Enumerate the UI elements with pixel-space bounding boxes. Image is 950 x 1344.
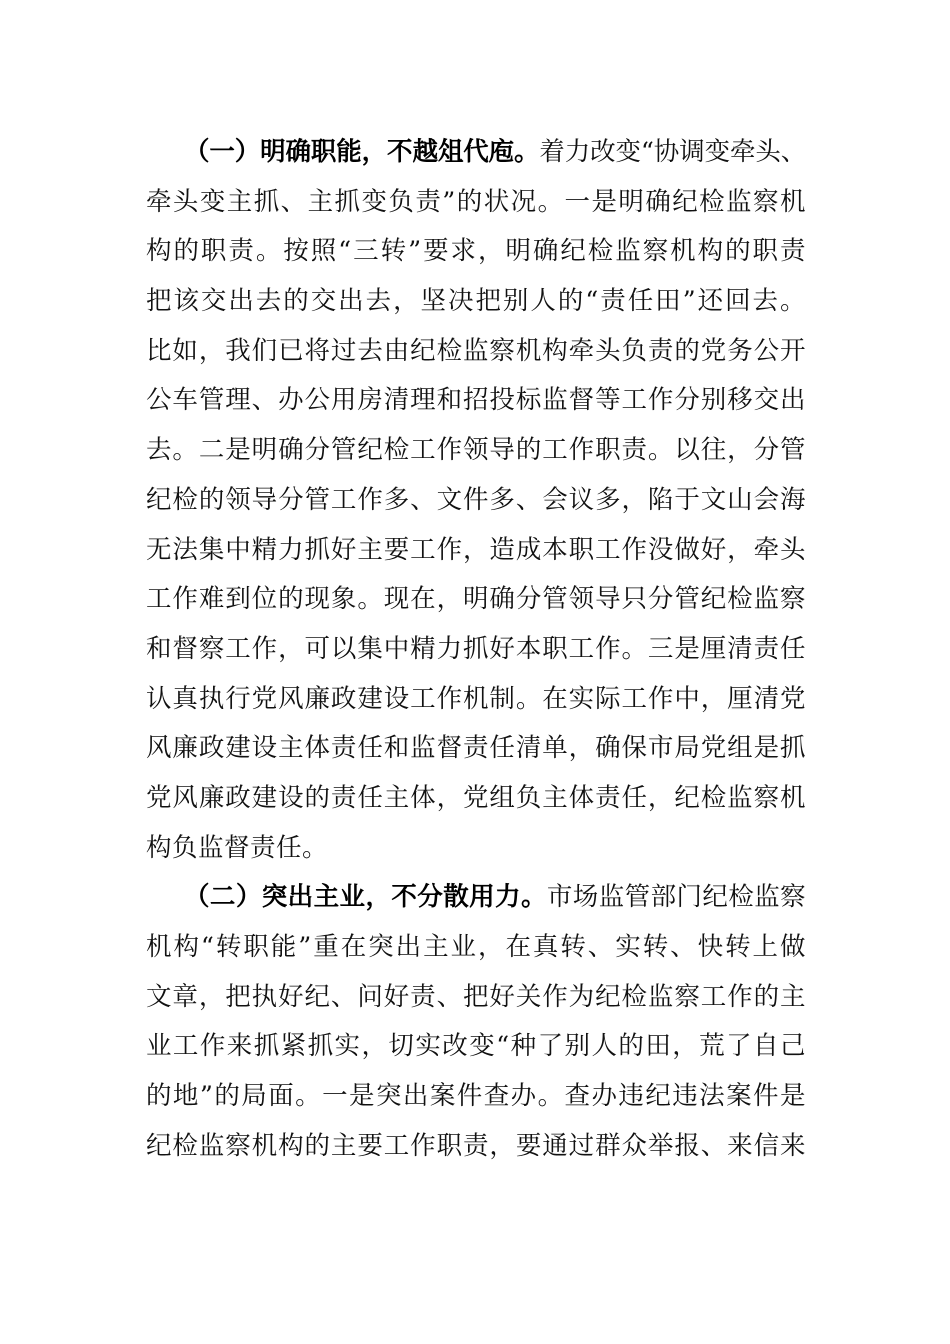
paragraph-1-line-1: [146, 128, 806, 178]
paragraph-2-line: 文章，把执好纪、问好责、把好关作为纪检监察工作的主: [146, 981, 806, 1012]
paragraph-1-line: 党风廉政建设的责任主体，党组负主体责任，纪检监察机: [146, 782, 806, 813]
paragraph-2-heading: （二）突出主业，不分散用力。: [184, 882, 547, 913]
paragraph-1-line: 构负监督责任。: [146, 832, 329, 863]
paragraph-1-line: 和督察工作，可以集中精力抓好本职工作。三是厘清责任: [146, 633, 806, 664]
paragraph-1-line: 风廉政建设主体责任和监督责任清单，确保市局党组是抓: [146, 733, 806, 764]
paragraph-1-line: 把该交出去的交出去，坚决把别人的“责任田”还回去。: [146, 286, 806, 317]
paragraph-2-line: 业工作来抓紧抓实，切实改变“种了别人的田，荒了自己: [146, 1031, 806, 1062]
paragraph-2-line: 机构“转职能”重在突出主业，在真转、实转、快转上做: [146, 932, 806, 962]
paragraph-2-line: 的地”的局面。一是突出案件查办。查办违纪违法案件是: [146, 1081, 806, 1112]
paragraph-1-line: 认真执行党风廉政建设工作机制。在实际工作中，厘清党: [146, 683, 806, 714]
paragraph-1-text: 着力改变“协调变牵头、: [539, 137, 806, 167]
paragraph-1-line: 公车管理、办公用房清理和招投标监督等工作分别移交出: [146, 385, 806, 416]
paragraph-1-line: 比如，我们已将过去由纪检监察机构牵头负责的党务公开: [146, 335, 806, 366]
paragraph-1-heading: （一）明确职能，不越俎代庖。: [184, 137, 540, 167]
document-body: [146, 128, 806, 1171]
paragraph-2-line: 纪检监察机构的主要工作职责，要通过群众举报、来信来: [146, 1130, 806, 1161]
paragraph-2-text: 市场监管部门纪检监察: [546, 882, 806, 913]
paragraph-1-line: 去。二是明确分管纪检工作领导的工作职责。以往，分管: [146, 435, 806, 466]
paragraph-2-line-1: [146, 873, 806, 923]
paragraph-1-line: 工作难到位的现象。现在，明确分管领导只分管纪检监察: [146, 584, 806, 615]
paragraph-1-line: 构的职责。按照“三转”要求，明确纪检监察机构的职责: [146, 236, 806, 267]
paragraph-1-line: 纪检的领导分管工作多、文件多、会议多，陷于文山会海: [146, 484, 806, 515]
paragraph-1-line: 无法集中精力抓好主要工作，造成本职工作没做好，牵头: [146, 534, 806, 565]
paragraph-1-line: 牵头变主抓、主抓变负责”的状况。一是明确纪检监察机: [146, 186, 806, 217]
